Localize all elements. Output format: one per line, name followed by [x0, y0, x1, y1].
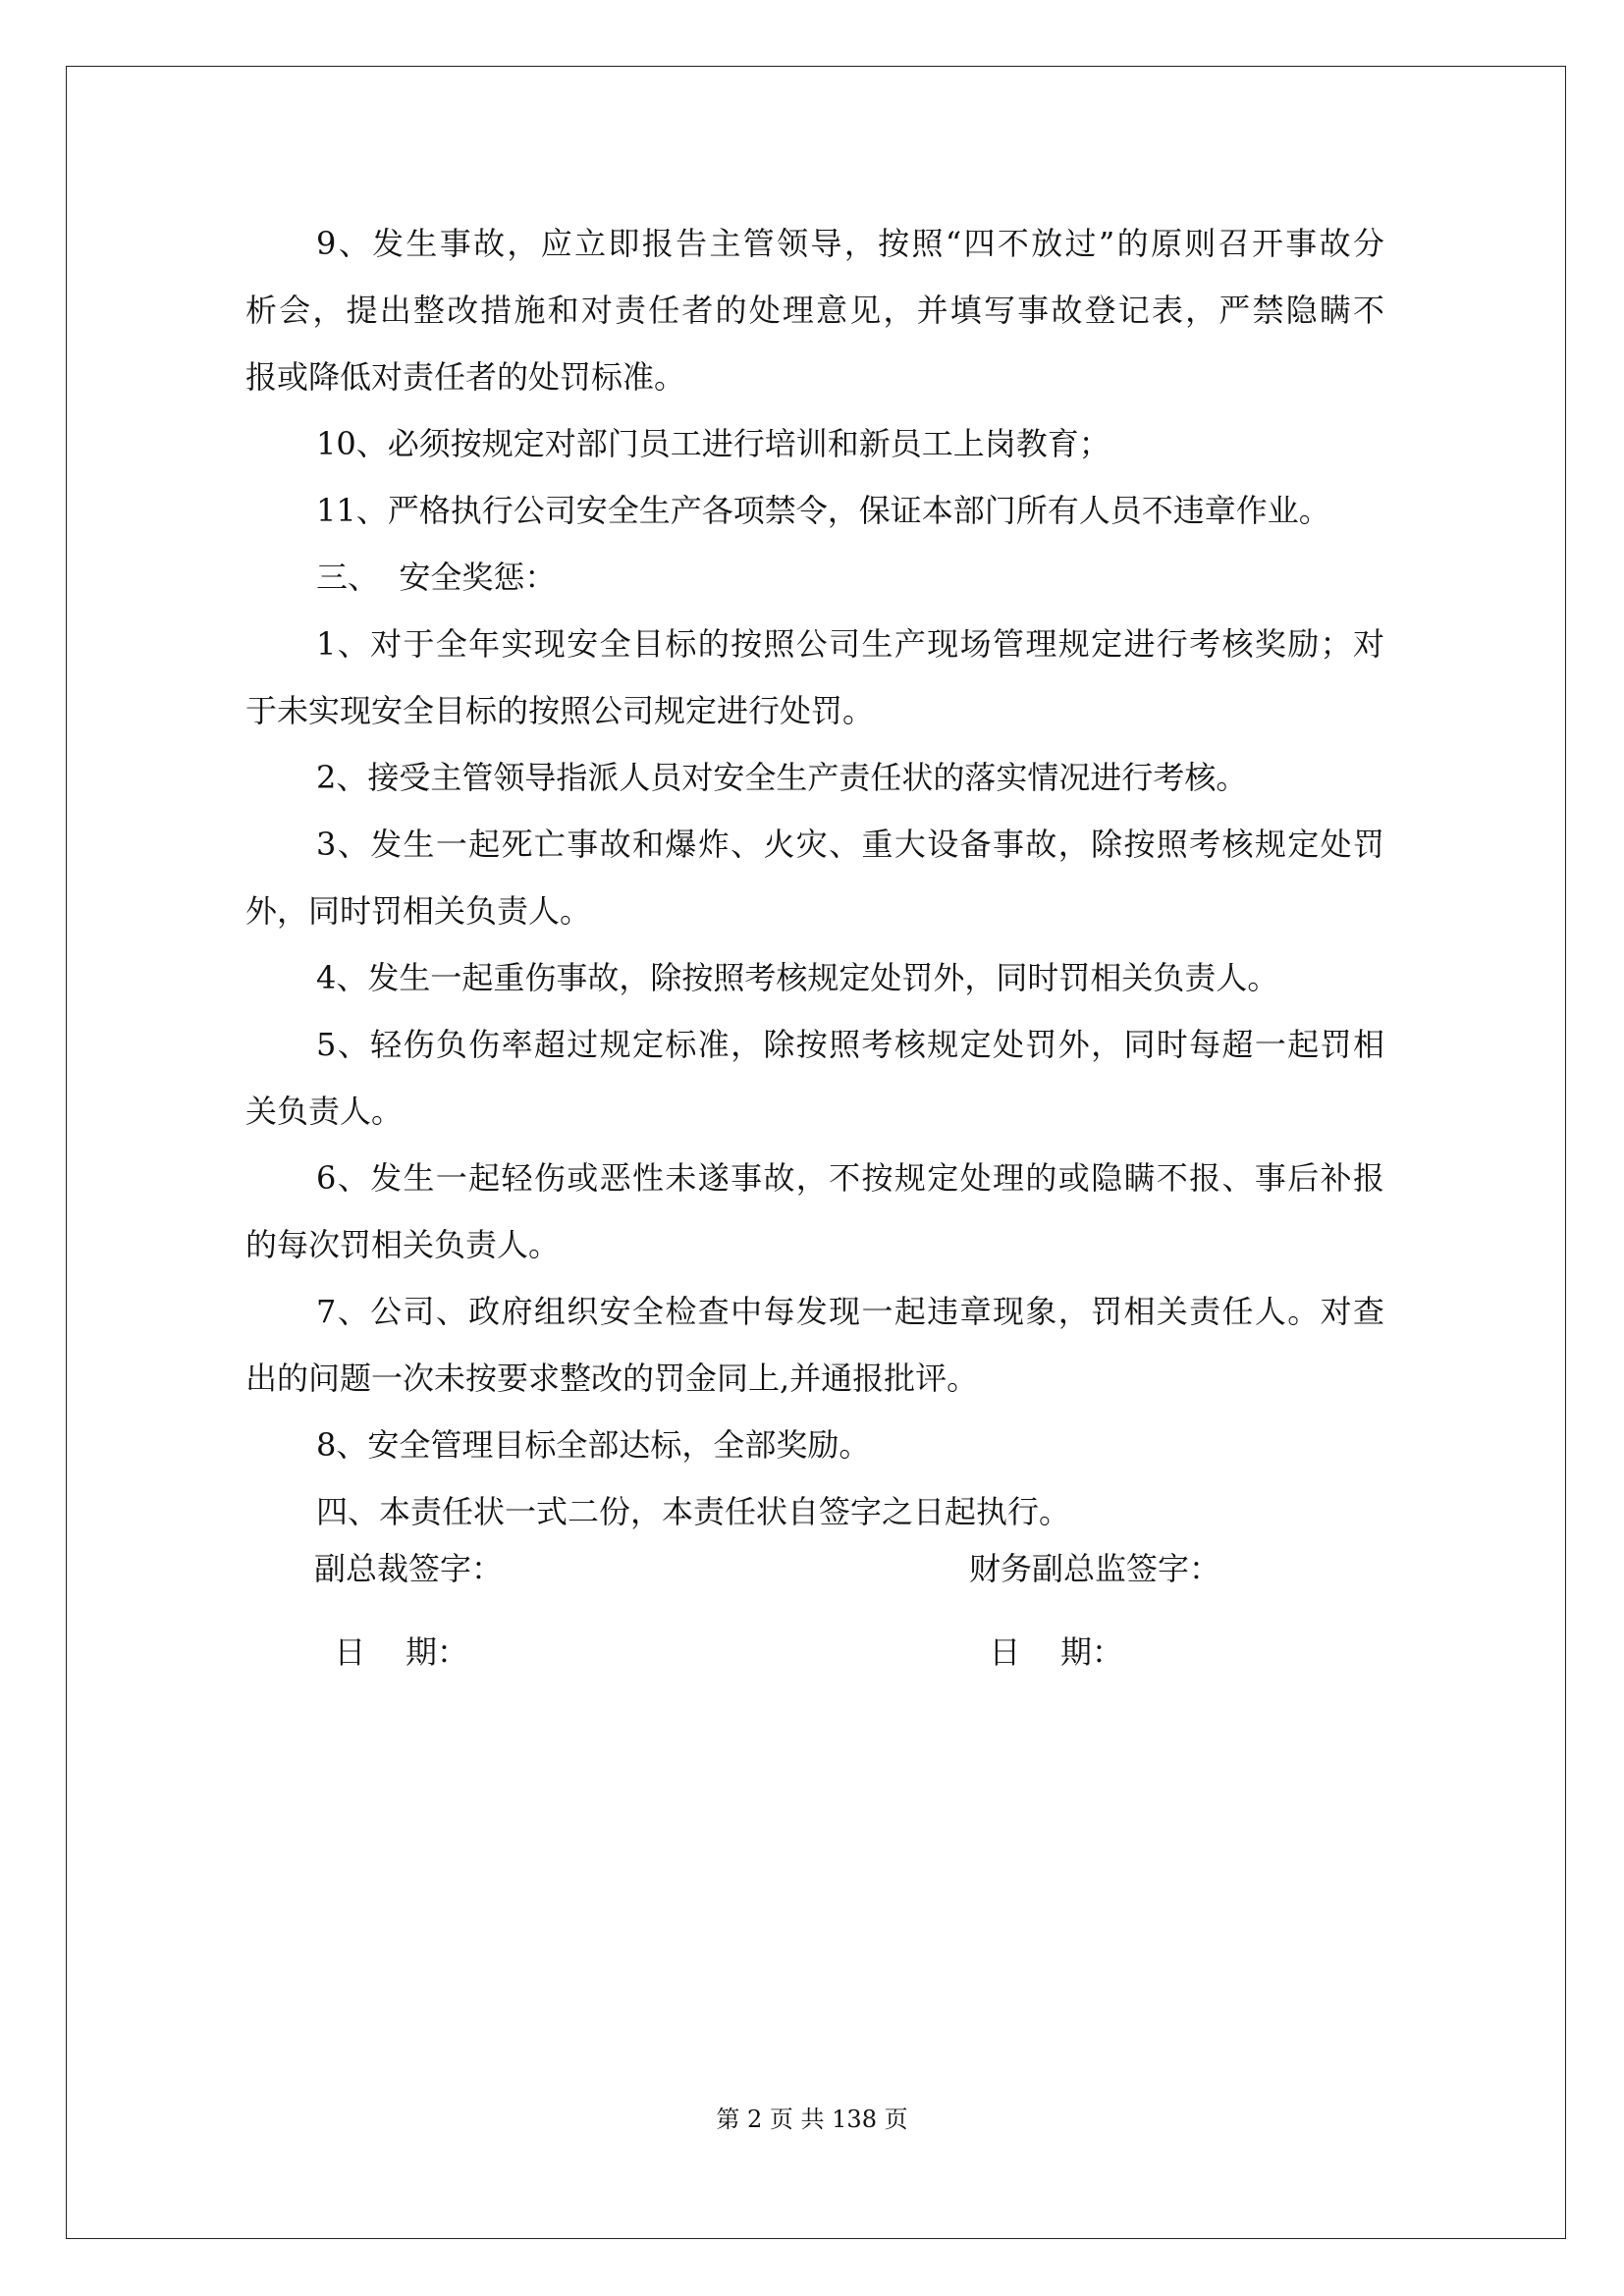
text-line: 报或降低对责任者的处罚标准。 — [245, 358, 686, 396]
text-line: 6、发生一起轻伤或恶性未遂事故，不按规定处理的或隐瞒不报、事后补报 — [316, 1159, 1384, 1197]
section-heading-rewards — [245, 544, 1384, 611]
text-line: 3、发生一起死亡事故和爆炸、火灾、重大设备事故，除按照考核规定处罚 — [316, 826, 1384, 863]
reward-item-5 — [245, 1011, 1384, 1145]
date-label: 日 期： — [969, 1633, 1124, 1671]
signature-label: 财务副总监签字： — [969, 1550, 1221, 1587]
text-line: 四、本责任状一式二份，本责任状自签字之日起执行。 — [316, 1493, 1071, 1530]
text-line: 的每次罚相关负责人。 — [245, 1226, 561, 1263]
text-line: 三、 安全奖惩： — [316, 559, 557, 596]
text-line: 9、发生事故，应立即报告主管领导，按照“四不放过”的原则召开事故分 — [316, 225, 1384, 262]
paragraph-item-11 — [245, 477, 1384, 544]
text-line: 析会，提出整改措施和对责任者的处理意见，并填写事故登记表，严禁隐瞒不 — [245, 292, 1384, 329]
reward-item-2 — [245, 744, 1384, 811]
date-label: 日 期： — [314, 1633, 469, 1671]
text-line: 外，同时罚相关负责人。 — [245, 892, 592, 930]
text-line: 10、必须按规定对部门员工进行培训和新员工上岗教育； — [316, 425, 1110, 462]
reward-item-8 — [245, 1412, 1384, 1478]
paragraph-item-9 — [245, 210, 1384, 410]
text-line: 1、对于全年实现安全目标的按照公司生产现场管理规定进行考核奖励；对 — [316, 625, 1384, 663]
reward-item-6 — [245, 1145, 1384, 1278]
reward-item-3 — [245, 811, 1384, 944]
page-footer: 第 2 页 共 138 页 — [716, 2106, 908, 2133]
signature-block-vice-president — [314, 1535, 503, 1685]
text-line: 7、公司、政府组织安全检查中每发现一起违章现象，罚相关责任人。对查 — [316, 1293, 1384, 1330]
signature-label: 副总裁签字： — [314, 1550, 504, 1587]
text-line: 于未实现安全目标的按照公司规定进行处罚。 — [245, 692, 875, 729]
reward-item-7 — [245, 1278, 1384, 1412]
text-line: 4、发生一起重伤事故，除按照考核规定处罚外，同时罚相关负责人。 — [316, 959, 1279, 996]
text-line: 8、安全管理目标全部达标，全部奖励。 — [316, 1426, 871, 1464]
text-line: 关负责人。 — [245, 1093, 404, 1130]
paragraph-item-10 — [245, 410, 1384, 477]
signature-block-finance-deputy-director — [969, 1535, 1220, 1685]
reward-item-4 — [245, 944, 1384, 1011]
document-body — [245, 210, 1384, 1545]
text-line: 2、接受主管领导指派人员对安全生产责任状的落实情况进行考核。 — [316, 759, 1248, 796]
text-line: 11、严格执行公司安全生产各项禁令，保证本部门所有人员不违章作业。 — [316, 492, 1330, 529]
text-line: 出的问题一次未按要求整改的罚金同上,并通报批评。 — [245, 1360, 979, 1397]
text-line: 5、轻伤负伤率超过规定标准，除按照考核规定处罚外，同时每超一起罚相 — [316, 1026, 1384, 1063]
reward-item-1 — [245, 611, 1384, 744]
